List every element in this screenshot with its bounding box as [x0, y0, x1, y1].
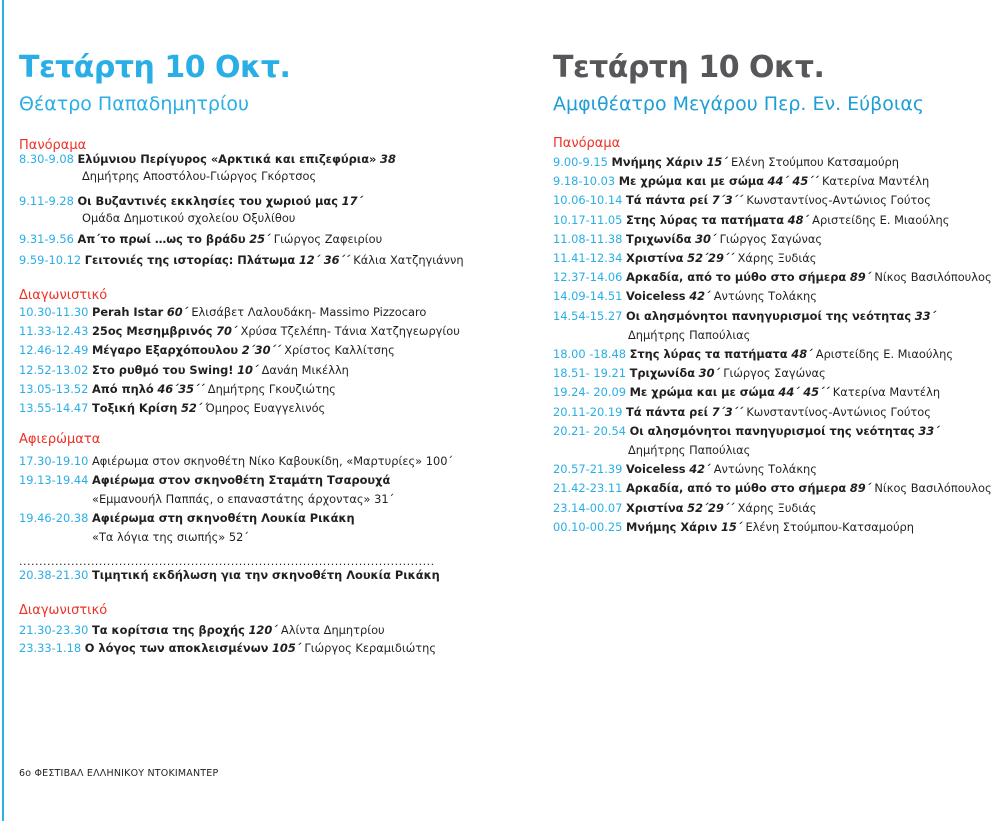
- entry-title: Μέγαρο Εξαρχόπουλου: [91, 343, 239, 357]
- entry-time: 10.17-11.05: [553, 212, 623, 227]
- schedule-entry: [19, 322, 460, 340]
- entry-credit: Ελένη Στούμπου Κατσαμούρη: [730, 155, 900, 169]
- schedule-entry: [19, 230, 382, 248]
- entry-credit-line: Ομάδα Δημοτικού σχολείου Οξυλίθου: [82, 211, 296, 225]
- entry-duration: 44΄ 45΄΄: [778, 385, 830, 400]
- entry-credit-line: Δημήτρης Αποστόλου-Γιώργος Γκόρτσος: [82, 169, 317, 183]
- entry-duration: 30΄: [695, 231, 716, 246]
- schedule-entry: [19, 341, 395, 359]
- entry-credit: Ελένη Στούμπου-Κατσαμούρη: [745, 519, 914, 534]
- entry-time: 19.13-19.44: [19, 473, 89, 487]
- entry-title: Απ΄το πρωί …ως το βράδυ: [77, 232, 246, 246]
- entry-duration: 25΄: [249, 232, 271, 246]
- entry-credit-line: «Τα λόγια της σιωπής» 52΄: [92, 530, 250, 544]
- schedule-entry: [553, 307, 936, 325]
- entry-time: 19.24- 20.09: [553, 385, 626, 400]
- schedule-entry: [553, 268, 992, 286]
- entry-credit: Χρύσα Τζελέπη- Τάνια Χατζηγεωργίου: [240, 324, 460, 338]
- schedule-entry: [553, 191, 931, 209]
- entry-credit: Γιώργος Σαγώνας: [723, 366, 826, 381]
- schedule-entry: [19, 471, 390, 489]
- special-event: [19, 566, 440, 584]
- section-heading: Αφιερώματα: [19, 432, 101, 447]
- entry-title: Γειτονιές της ιστορίας: Πλάτωμα: [84, 253, 296, 267]
- entry-time: 10.30-11.30: [19, 305, 89, 319]
- entry-title: Ελύμνιου Περίγυρος «Αρκτικά και επιζεφύρια»: [77, 152, 377, 166]
- entry-duration: 42΄: [689, 462, 711, 477]
- entry-duration: 38: [380, 152, 396, 166]
- entry-duration: 89΄: [849, 481, 871, 496]
- entry-time: 19.46-20.38: [19, 511, 89, 525]
- entry-title: Τριχωνίδα: [629, 366, 696, 381]
- entry-title: Οι αλησμόνητοι πανηγυρισμοί της νεότητας: [629, 423, 915, 438]
- schedule-entry: [553, 364, 826, 382]
- entry-time: 13.05-13.52: [19, 382, 89, 396]
- schedule-entry: [19, 251, 464, 269]
- entry-time: 9.59-10.12: [19, 253, 82, 267]
- entry-title: Μνήμης Χάριν: [611, 155, 703, 169]
- entry-time: 9.11-9.28: [19, 194, 74, 208]
- schedule-entry: [553, 518, 914, 536]
- entry-duration: 52΄: [180, 401, 202, 415]
- entry-credit: Δημήτρης Γκουζιώτης: [207, 382, 336, 396]
- entry-duration: 89΄: [849, 270, 871, 285]
- entry-time: 8.30-9.08: [19, 152, 74, 166]
- entry-credit: Γιώργος Κεραμιδιώτης: [304, 641, 436, 655]
- entry-duration: 48΄: [787, 212, 809, 227]
- schedule-entry: [553, 153, 899, 171]
- entry-duration: 44΄ 45΄΄: [767, 174, 819, 189]
- schedule-entry: [553, 422, 939, 440]
- entry-time: 11.08-11.38: [553, 231, 623, 246]
- entry-title: Τιμητική εκδήλωση για την σκηνοθέτη Λουκία Ρικάκη: [91, 568, 440, 582]
- entry-duration: 2΄30΄΄: [241, 343, 281, 357]
- entry-time: 20.11-20.19: [553, 404, 623, 419]
- entry-time: 21.42-23.11: [553, 481, 623, 496]
- entry-title: Χριστίνα: [625, 500, 684, 515]
- entry-credit-line: Δημήτρης Παπούλιας: [628, 327, 751, 342]
- right-venue: Αμφιθέατρο Μεγάρου Περ. Εν. Εύβοιας: [553, 93, 925, 115]
- schedule-entry: [19, 621, 385, 639]
- entry-title: Από πηλό: [91, 382, 154, 396]
- entry-duration: 15΄: [706, 155, 728, 169]
- entry-duration: 30΄: [698, 366, 720, 381]
- entry-time: 20.57-21.39: [553, 462, 623, 477]
- entry-credit: Γιώργος Ζαφειρίου: [273, 232, 383, 246]
- entry-time: 21.30-23.30: [19, 623, 89, 637]
- entry-title: Στης λύρας τα πατήματα: [625, 212, 785, 227]
- entry-title: Στο ρυθμό του Swing!: [91, 363, 234, 377]
- entry-title: Voiceless: [625, 289, 686, 304]
- schedule-entry: [19, 361, 349, 379]
- schedule-entry: [553, 287, 817, 305]
- entry-time: 23.33-1.18: [19, 641, 82, 655]
- entry-title: Χριστίνα: [625, 251, 684, 265]
- entry-time: 17.30-19.10: [19, 454, 89, 468]
- left-date-title: Τετάρτη 10 Οκτ.: [19, 50, 291, 85]
- dotted-divider: ........................................................................................................: [19, 555, 435, 568]
- entry-title: Αφιέρωμα στη σκηνοθέτη Λουκία Ρικάκη: [91, 511, 355, 525]
- schedule-entry: [19, 639, 436, 657]
- entry-credit: Κωνσταντίνος-Αντώνιος Γούτος: [746, 404, 931, 419]
- entry-time: 23.14-00.07: [553, 500, 623, 515]
- entry-credit: Αριστείδης Ε. Μιαούλης: [815, 347, 954, 361]
- schedule-entry: [553, 460, 817, 478]
- entry-time: 00.10-00.25: [553, 519, 623, 534]
- entry-time: 9.31-9.56: [19, 232, 74, 246]
- entry-duration: 46΄35΄΄: [157, 382, 205, 396]
- entry-time: 18.00 -18.48: [553, 347, 626, 361]
- entry-title: Ο λόγος των αποκλεισμένων: [84, 641, 269, 655]
- schedule-entry: [553, 499, 816, 517]
- entry-time: 10.06-10.14: [553, 193, 623, 208]
- entry-duration: 60΄: [166, 305, 188, 319]
- entry-credit: Νίκος Βασιλόπουλος: [874, 481, 992, 496]
- schedule-entry: [553, 211, 949, 229]
- entry-time: 14.54-15.27: [553, 308, 623, 323]
- entry-duration: 52΄29΄΄: [687, 500, 734, 515]
- entry-credit: Γιώργος Σαγώνας: [719, 231, 823, 246]
- entry-time: 12.46-12.49: [19, 343, 89, 357]
- entry-duration: 7΄3΄΄: [711, 404, 743, 419]
- entry-credit: Αντώνης Τολάκης: [713, 462, 817, 477]
- entry-duration: 120΄: [248, 623, 278, 637]
- entry-title: Τριχωνίδα: [625, 231, 692, 246]
- entry-credit: Αλίντα Δημητρίου: [280, 623, 385, 637]
- entry-title: Αρκαδία, από το μύθο στο σήμερα: [625, 270, 847, 285]
- entry-duration: 33΄: [914, 308, 936, 323]
- entry-credit: Χάρης Ξυδιάς: [737, 251, 817, 265]
- entry-duration: 48΄: [791, 347, 813, 361]
- entry-credit-line: «Εμμανουήλ Παππάς, ο επαναστάτης άρχοντας» 31΄: [92, 492, 395, 506]
- schedule-entry: [553, 230, 822, 248]
- entry-title: Τα κορίτσια της βροχής: [91, 623, 245, 637]
- entry-time: 11.41-12.34: [553, 251, 623, 265]
- entry-title: Τά πάντα ρεί: [625, 193, 709, 208]
- entry-time: 9.00-9.15: [553, 155, 608, 169]
- schedule-entry: [19, 303, 426, 321]
- entry-credit: Όμηρος Ευαγγελινός: [205, 401, 326, 415]
- entry-credit: Χρίστος Καλλίτσης: [284, 343, 395, 357]
- section-heading: Διαγωνιστικό: [19, 288, 108, 303]
- schedule-entry: [553, 383, 940, 401]
- entry-duration: 33΄: [918, 423, 940, 438]
- left-venue: Θέατρο Παπαδημητρίου: [19, 93, 250, 115]
- schedule-entry: [553, 172, 929, 190]
- entry-time: 20.21- 20.54: [553, 423, 626, 438]
- schedule-entry: [19, 452, 453, 470]
- entry-credit: Ελισάβετ Λαλουδάκη- Massimo Pizzocaro: [191, 305, 427, 319]
- entry-time: 18.51- 19.21: [553, 366, 626, 381]
- entry-duration: 42΄: [689, 289, 711, 304]
- entry-time: 12.37-14.06: [553, 270, 623, 285]
- entry-credit: Νίκος Βασιλόπουλος: [874, 270, 992, 285]
- entry-title: Με χρώμα και με σώμα: [618, 174, 764, 189]
- entry-duration: 70΄: [216, 324, 237, 338]
- entry-title: Voiceless: [625, 462, 686, 477]
- entry-title: Οι Βυζαντινές εκκλησίες του χωριού μας: [77, 194, 339, 208]
- section-heading: Πανόραμα: [19, 138, 87, 153]
- section-heading: Πανόραμα: [553, 136, 621, 151]
- entry-title: Τοξική Κρίση: [91, 401, 178, 415]
- entry-credit: Κατερίνα Μαντέλη: [821, 174, 930, 189]
- schedule-entry: [553, 345, 953, 363]
- entry-duration: 12΄ 36΄΄: [298, 253, 350, 267]
- entry-duration: 17΄: [341, 194, 363, 208]
- schedule-entry: [19, 380, 336, 398]
- entry-credit: Κάλια Χατζηγιάννη: [353, 253, 464, 267]
- entry-credit: Χάρης Ξυδιάς: [737, 500, 817, 515]
- left-edge-line: [2, 0, 4, 821]
- entry-duration: 52΄29΄΄: [687, 251, 734, 265]
- schedule-entry: [19, 509, 355, 527]
- entry-credit: Δανάη Μικέλλη: [261, 363, 349, 377]
- entry-credit: Αριστείδης Ε. Μιαούλης: [812, 212, 950, 227]
- entry-title: Αρκαδία, από το μύθο στο σήμερα: [625, 481, 847, 496]
- entry-credit: Κατερίνα Μαντέλη: [832, 385, 941, 400]
- entry-title: Perah Istar: [91, 305, 164, 319]
- entry-time: 20.38-21.30: [19, 568, 89, 582]
- entry-duration: 15΄: [720, 519, 742, 534]
- entry-title: Με χρώμα και με σώμα: [629, 385, 775, 400]
- entry-title: Αφιέρωμα στον σκηνοθέτη Σταμάτη Τσαρουχά: [91, 473, 391, 487]
- schedule-entry: [19, 150, 396, 168]
- entry-duration: 105΄: [271, 641, 301, 655]
- schedule-entry: [19, 192, 363, 210]
- schedule-entry: [553, 403, 931, 421]
- page-footer: 6ο ΦΕΣΤΙΒΑΛ ΕΛΛΗΝΙΚΟΥ ΝΤΟΚΙΜΑΝΤΕΡ: [19, 768, 219, 779]
- entry-time: 11.33-12.43: [19, 324, 89, 338]
- entry-time: 13.55-14.47: [19, 401, 89, 415]
- entry-credit: Αφιέρωμα στον σκηνοθέτη Νίκο Καβουκίδη, «Μαρτυρίες» 100΄: [91, 454, 454, 468]
- entry-credit: Αντώνης Τολάκης: [713, 289, 817, 304]
- entry-title: Τά πάντα ρεί: [625, 404, 709, 419]
- entry-title: Στης λύρας τα πατήματα: [629, 347, 788, 361]
- entry-duration: 7΄3΄΄: [711, 193, 743, 208]
- schedule-entry: [553, 249, 816, 267]
- entry-title: Οι αλησμόνητοι πανηγυρισμοί της νεότητας: [625, 308, 912, 323]
- section-heading: Διαγωνιστικό: [19, 603, 108, 618]
- entry-time: 12.52-13.02: [19, 363, 89, 377]
- entry-title: Μνήμης Χάριν: [625, 519, 718, 534]
- right-date-title: Τετάρτη 10 Οκτ.: [553, 50, 825, 85]
- entry-credit: Κωνσταντίνος-Αντώνιος Γούτος: [746, 193, 931, 208]
- schedule-entry: [19, 399, 325, 417]
- entry-time: 9.18-10.03: [553, 174, 616, 189]
- entry-time: 14.09-14.51: [553, 289, 623, 304]
- schedule-entry: [553, 479, 992, 497]
- entry-duration: 10΄: [237, 363, 259, 377]
- entry-title: 25ος Μεσημβρινός: [91, 324, 213, 338]
- entry-credit-line: Δημήτρης Παπούλιας: [628, 443, 751, 457]
